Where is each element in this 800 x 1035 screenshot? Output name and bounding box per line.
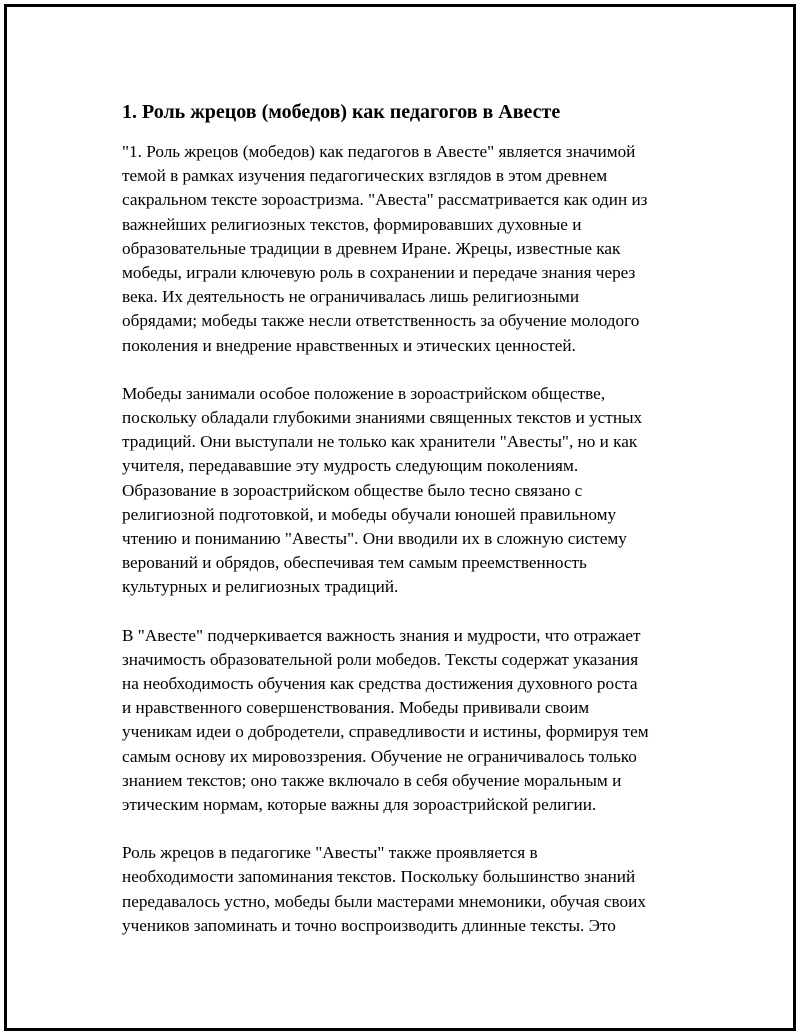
section-heading: 1. Роль жрецов (мобедов) как педагогов в Авесте	[122, 101, 561, 123]
paragraph-2: Мобеды занимали особое положение в зороастрийском обществе, поскольку обладали глубокими знаниями священных текстов и устных традиций. Они выступали не только как хранители "Авесты", но и как учителя, передававшие эту мудрость следующим поколениям. Образование в зороастрийском обществе было тесно связано с религиозной подготовкой, и мобеды обучали юношей правильному чтению и пониманию "Авесты". Они вводили их в сложную систему верований и обрядов, обеспечивая тем самым преемственность культурных и религиозных традиций.	[122, 383, 643, 597]
page-frame	[4, 4, 796, 1031]
paragraph-4: Роль жрецов в педагогике "Авесты" также проявляется в необходимости запоминания текстов. Поскольку большинство знаний передавалось устно, мобеды были мастерами мнемоники, обучая своих учеников запоминать и точно воспроизводить длинные тексты. Это	[122, 843, 646, 935]
paragraph-1: "1. Роль жрецов (мобедов) как педагогов в Авесте" является значимой темой в рамках изучения педагогических взглядов в этом древнем сакральном тексте зороастризма. "Авеста" рассматривается как один из важнейших религиозных текстов, формировавших духовные и образовательные традиции в древнем Иране. Жрецы, известные как мобеды, играли ключевую роль в сохранении и передаче знания через века. Их деятельность не ограничивалась лишь религиозными обрядами; мобеды также несли ответственность за обучение молодого поколения и внедрение нравственных и этических ценностей.	[122, 142, 648, 355]
paragraph-3: В "Авесте" подчеркивается важность знания и мудрости, что отражает значимость образовательной роли мобедов. Тексты содержат указания на необходимость обучения как средства достижения духовного роста и нравственного совершенствования. Мобеды прививали своим ученикам идеи о добродетели, справедливости и истины, формируя тем самым основу их мировоззрения. Обучение не ограничивалось только знанием текстов; оно также включало в себя обучение моральным и этическим нормам, которые важны для зороастрийской религии.	[122, 625, 649, 815]
document-body	[122, 97, 697, 962]
